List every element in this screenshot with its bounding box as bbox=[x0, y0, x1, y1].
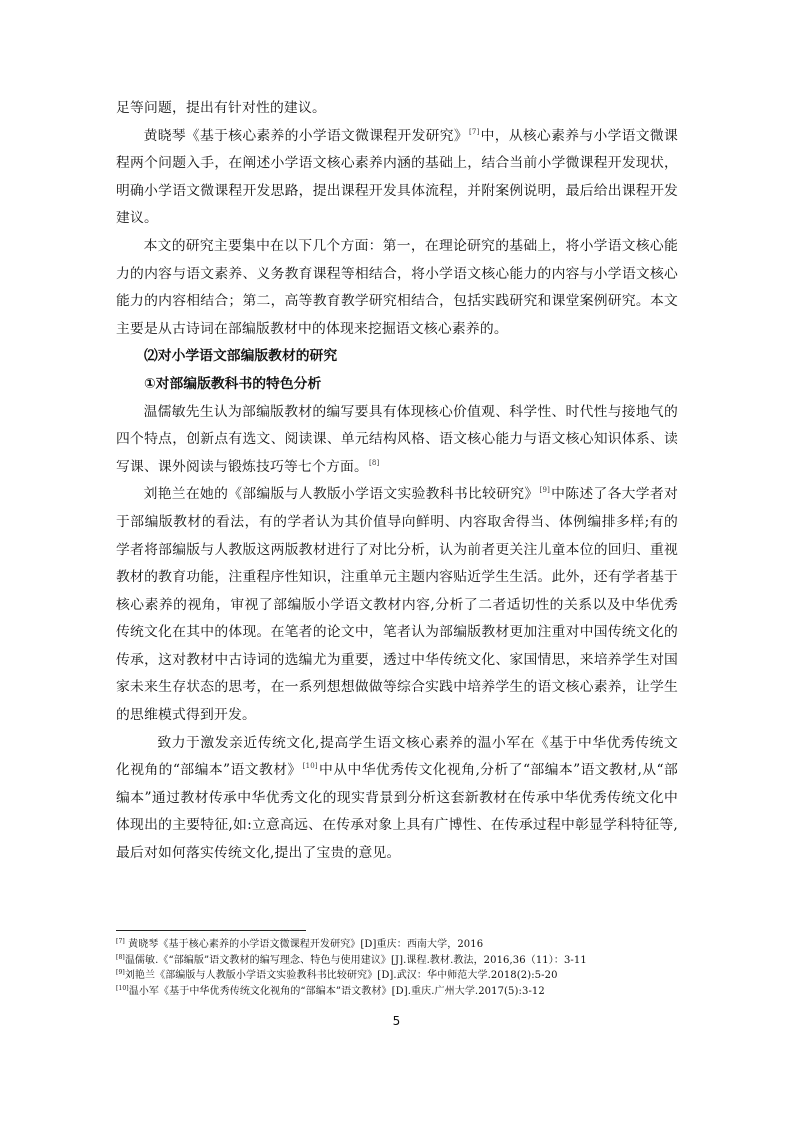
paragraph: 本文的研究主要集中在以下几个方面：第一，在理论研究的基础上，将小学语文核心能力的内容与语文素养、义务教育课程等相结合，将小学语文核心能力的内容与小学语文核心能力的内容相结合；第二，高等教育教学研究相结合，包括实践研究和课堂案例研究。本文主要是从古诗词在部编版教材中的体现来挖掘语文核心素养的。 bbox=[116, 237, 678, 337]
paragraph: 温儒敏先生认为部编版教材的编写要具有体现核心价值观、科学性、时代性与接地气的四个特点，创新点有选文、阅读课、单元结构风格、语文核心能力与语文核心知识体系、读写课、课外阅读与锻炼技巧等七个方面。[8] bbox=[116, 403, 678, 475]
footnote-divider bbox=[116, 930, 306, 931]
subsection-heading: ①对部编版教科书的特色分析 bbox=[144, 375, 322, 392]
citation-ref[interactable]: [10] bbox=[302, 762, 318, 771]
footnote: [10]温小军《基于中华优秀传统文化视角的“部编本”语文教材》[D].重庆.广州大学.2017(5):3-12 bbox=[116, 984, 545, 997]
paragraph: 黄晓琴《基于核心素养的小学语文微课程开发研究》[7]中，从核心素养与小学语文微课程两个问题入手，在阐述小学语文核心素养内涵的基础上，结合当前小学微课程开发现状，明确小学语文微课程开发思路，提出课程开发具体流程，并附案例说明，最后给出课程开发建议。 bbox=[116, 127, 678, 227]
citation-ref[interactable]: [9] bbox=[539, 486, 551, 495]
body-text bbox=[116, 95, 678, 868]
citation-ref[interactable]: [7] bbox=[469, 127, 480, 136]
citation-ref[interactable]: [8] bbox=[368, 458, 380, 467]
footnote: [9]刘艳兰《部编版与人教版小学语文实验教科书比较研究》[D].武汉：华中师范大学.2018(2):5-20 bbox=[116, 969, 558, 982]
section-heading: ⑵对小学语文部编版教材的研究 bbox=[144, 348, 338, 365]
paragraph: 刘艳兰在她的《部编版与人教版小学语文实验教科书比较研究》[9]中陈述了各大学者对于部编版教材的看法，有的学者认为其价值导向鲜明、内容取舍得当、体例编排多样;有的学者将部编版与人教版这两版教材进行了对比分析，认为前者更关注儿童本位的回归、重视教材的教育功能，注重程序性知识，注重单元主题内容贴近学生生活。此外，还有学者基于核心素养的视角，审视了部编版小学语文教材内容,分析了二者适切性的关系以及中华优秀传统文化在其中的体现。在笔者的论文中，笔者认为部编版教材更加注重对中国传统文化的传承，这对教材中古诗词的选编尤为重要，透过中华传统文化、家国情思，来培养学生对国家未来生存状态的思考，在一系列想想做做等综合实践中培养学生的语文核心素养，让学生的思维模式得到开发。 bbox=[116, 486, 678, 724]
footnotes bbox=[116, 930, 706, 999]
footnote: [8]温儒敏.《“部编版”语文教材的编写理念、特色与使用建议》[J].课程.教材.教法，2016,36（11）：3-11 bbox=[116, 953, 587, 966]
page-number: 5 bbox=[392, 1014, 401, 1028]
paragraph: 足等问题，提出有针对性的建议。 bbox=[116, 100, 326, 116]
footnote: [7] 黄晓琴《基于核心素养的小学语文微课程开发研究》[D]重庆：西南大学，2016 bbox=[116, 938, 484, 950]
paragraph: 致力于激发亲近传统文化,提高学生语文核心素养的温小军在《基于中华优秀传统文化视角的“部编本”语文教材》[10]中从中华优秀传文化视角,分析了“部编本”语文教材,从“部编本”通过教材传承中华优秀文化的现实背景到分析这套新教材在传承中华优秀传统文化中体现出的主要特征,如:立意高远、在传承对象上具有广博性、在传承过程中彰显学科特征等,最后对如何落实传统文化,提出了宝贵的意见。 bbox=[116, 734, 679, 862]
